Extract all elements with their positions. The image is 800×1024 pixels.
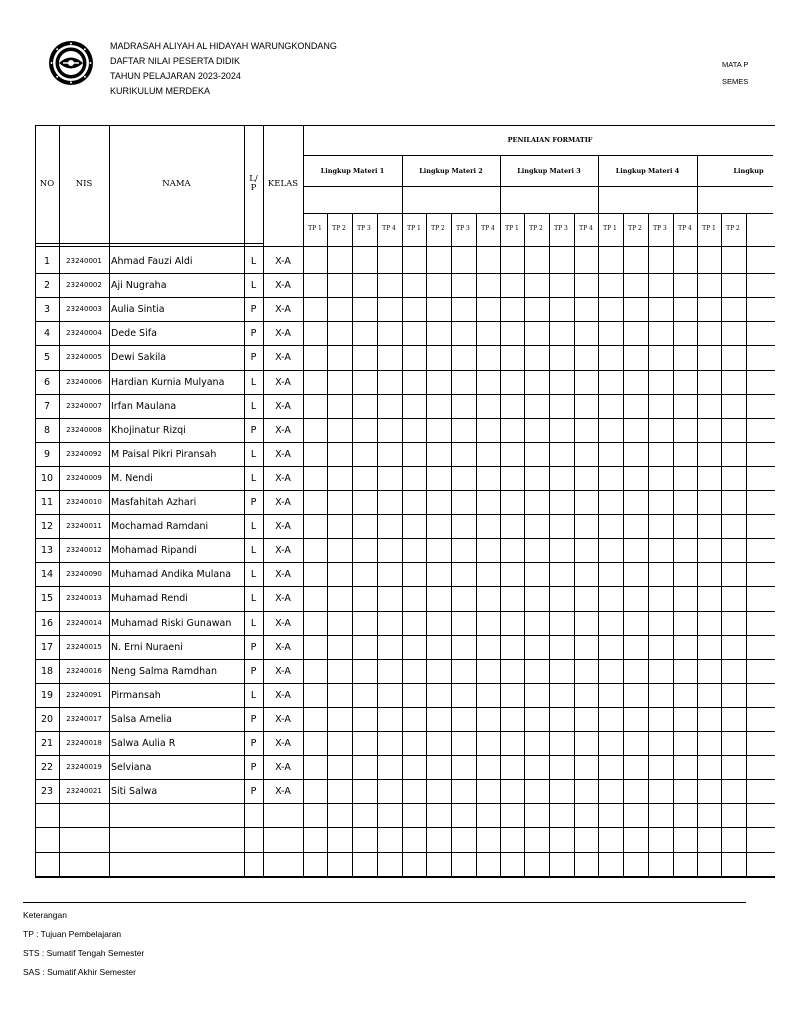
- cell-lp: P: [250, 424, 257, 436]
- cell-lp: P: [250, 665, 257, 677]
- cell-nis: 23240021: [66, 787, 102, 795]
- cell-nama: Muhamad Andika Mulana: [111, 568, 232, 580]
- cell-nis: 23240006: [66, 378, 102, 386]
- cell-nis: 23240016: [66, 667, 102, 675]
- cell-no: 6: [43, 376, 51, 388]
- cell-lp: L: [250, 568, 257, 580]
- cell-nis: 23240010: [66, 498, 102, 506]
- col-header-no: NO: [39, 179, 55, 189]
- tp-header: TP 3: [554, 224, 568, 232]
- cell-no: 11: [40, 496, 54, 508]
- cell-lp: L: [250, 279, 257, 291]
- cell-kelas: X-A: [275, 279, 291, 291]
- school-name: MADRASAH ALIYAH AL HIDAYAH WARUNGKONDANG: [110, 41, 337, 51]
- group-header: Lingkup Materi 2: [419, 166, 483, 175]
- cell-lp: L: [250, 689, 257, 701]
- cell-nama: Khojinatur Rizqi: [111, 424, 186, 436]
- cell-nis: 23240090: [66, 570, 102, 578]
- cell-kelas: X-A: [275, 544, 291, 556]
- cell-no: 3: [43, 303, 51, 315]
- cell-lp: L: [250, 617, 257, 629]
- cell-nis: 23240005: [66, 353, 102, 361]
- tp-header: TP 3: [456, 224, 470, 232]
- cell-kelas: X-A: [275, 520, 291, 532]
- lp-bottom: P: [250, 183, 257, 193]
- legend: [23, 906, 144, 982]
- legend-sas: SAS : Sumatif Akhir Semester: [23, 967, 136, 977]
- tp-header: TP 1: [407, 224, 421, 232]
- tp-header: TP 2: [628, 224, 642, 232]
- cell-nis: 23240011: [66, 522, 102, 530]
- cell-lp: L: [250, 592, 257, 604]
- cell-no: 1: [43, 255, 51, 267]
- grid-hline: [35, 246, 775, 247]
- group-header: Lingkup: [733, 166, 764, 175]
- grid-vline: [574, 213, 575, 877]
- tp-header: TP 2: [332, 224, 346, 232]
- grid-hline: [303, 186, 773, 187]
- grid-vline: [697, 213, 698, 877]
- col-header-kelas: KELAS: [267, 179, 299, 189]
- cell-kelas: X-A: [275, 568, 291, 580]
- cell-nama: Aji Nugraha: [111, 279, 167, 291]
- cell-nama: Irfan Maulana: [111, 400, 177, 412]
- grid-vline: [623, 213, 624, 877]
- cell-no: 4: [43, 327, 51, 339]
- cell-no: 18: [40, 665, 54, 677]
- tp-header: TP 4: [678, 224, 692, 232]
- cell-nis: 23240003: [66, 305, 102, 313]
- cell-lp: P: [250, 761, 257, 773]
- cell-lp: P: [250, 641, 257, 653]
- cell-no: 14: [40, 568, 54, 580]
- grid-vline: [598, 213, 599, 877]
- cell-nama: M Paisal Pikri Piransah: [111, 448, 217, 460]
- grid-hline: [35, 877, 775, 878]
- grid-vline: [673, 213, 674, 877]
- cell-lp: L: [250, 376, 257, 388]
- cell-no: 22: [40, 761, 54, 773]
- cell-kelas: X-A: [275, 376, 291, 388]
- cell-nama: Mochamad Ramdani: [111, 520, 209, 532]
- group-header: Lingkup Materi 1: [320, 166, 385, 175]
- tp-header: TP 3: [357, 224, 371, 232]
- cell-nama: N. Erni Nuraeni: [111, 641, 183, 653]
- cell-kelas: X-A: [275, 327, 291, 339]
- cell-nis: 23240091: [66, 691, 102, 699]
- legend-title: Keterangan: [23, 910, 67, 920]
- footer-divider: [23, 902, 746, 903]
- cell-lp: L: [250, 400, 257, 412]
- cell-no: 13: [40, 544, 54, 556]
- cell-kelas: X-A: [275, 424, 291, 436]
- cell-nama: Dede Sifa: [111, 327, 157, 339]
- cell-nama: Masfahitah Azhari: [111, 496, 197, 508]
- cell-nis: 23240007: [66, 402, 102, 410]
- cell-lp: P: [250, 303, 257, 315]
- cell-kelas: X-A: [275, 303, 291, 315]
- cell-nis: 23240015: [66, 643, 102, 651]
- formatif-header: PENILAIAN FORMATIF: [507, 136, 593, 144]
- grid-hline: [35, 827, 775, 828]
- cell-nama: Selviana: [111, 761, 152, 773]
- tp-header: TP 4: [382, 224, 396, 232]
- cell-nama: Dewi Sakila: [111, 351, 167, 363]
- cell-kelas: X-A: [275, 665, 291, 677]
- group-header: Lingkup Materi 3: [517, 166, 581, 175]
- cell-kelas: X-A: [275, 737, 291, 749]
- grid-hline: [35, 852, 775, 853]
- subject-label: MATA P: [722, 60, 749, 69]
- cell-kelas: X-A: [275, 785, 291, 797]
- grid-vline: [426, 213, 427, 877]
- cell-nis: 23240008: [66, 426, 102, 434]
- cell-no: 9: [43, 448, 51, 460]
- cell-lp: P: [250, 351, 257, 363]
- grid-hline: [35, 125, 775, 126]
- grid-vline: [476, 213, 477, 877]
- cell-no: 21: [40, 737, 54, 749]
- cell-nis: 23240001: [66, 257, 102, 265]
- cell-kelas: X-A: [275, 496, 291, 508]
- cell-no: 19: [40, 689, 54, 701]
- cell-nis: 23240019: [66, 763, 102, 771]
- document-title: DAFTAR NILAI PESERTA DIDIK: [110, 56, 241, 66]
- grid-vline: [648, 213, 649, 877]
- cell-no: 12: [40, 520, 54, 532]
- tp-header: TP 2: [529, 224, 543, 232]
- legend-tp: TP : Tujuan Pembelajaran: [23, 929, 122, 939]
- cell-lp: L: [250, 472, 257, 484]
- cell-lp: P: [250, 713, 257, 725]
- semester-label: SEMES: [722, 77, 749, 86]
- cell-kelas: X-A: [275, 713, 291, 725]
- grid-vline: [377, 213, 378, 877]
- cell-kelas: X-A: [275, 689, 291, 701]
- cell-kelas: X-A: [275, 617, 291, 629]
- cell-nama: Mohamad Ripandi: [111, 544, 197, 556]
- cell-nama: Muhamad Rendi: [111, 592, 188, 604]
- cell-no: 5: [43, 351, 51, 363]
- grid-hline: [35, 243, 263, 244]
- tp-header: TP 4: [481, 224, 495, 232]
- cell-lp: P: [250, 737, 257, 749]
- cell-no: 20: [40, 713, 54, 725]
- grid-vline: [352, 213, 353, 877]
- cell-no: 7: [43, 400, 51, 412]
- grid-vline: [451, 213, 452, 877]
- cell-nis: 23240012: [66, 546, 102, 554]
- tp-header: TP 1: [308, 224, 322, 232]
- grid-vline: [746, 213, 747, 877]
- tp-header: TP 3: [653, 224, 667, 232]
- tp-header: TP 1: [505, 224, 519, 232]
- cell-kelas: X-A: [275, 400, 291, 412]
- academic-year: TAHUN PELAJARAN 2023-2024: [110, 71, 241, 81]
- cell-no: 8: [43, 424, 51, 436]
- cell-nama: Ahmad Fauzi Aldi: [111, 255, 193, 267]
- cell-nis: 23240092: [66, 450, 102, 458]
- cell-nis: 23240014: [66, 619, 102, 627]
- cell-kelas: X-A: [275, 641, 291, 653]
- cell-no: 10: [40, 472, 54, 484]
- cell-lp: L: [250, 520, 257, 532]
- cell-kelas: X-A: [275, 448, 291, 460]
- grid-vline: [402, 213, 403, 877]
- tp-header: TP 1: [702, 224, 716, 232]
- tp-header: TP 2: [726, 224, 740, 232]
- cell-nama: Hardian Kurnia Mulyana: [111, 376, 225, 388]
- cell-lp: P: [250, 496, 257, 508]
- cell-nama: Salsa Amelia: [111, 713, 172, 725]
- grid-vline: [500, 213, 501, 877]
- cell-nis: 23240004: [66, 329, 102, 337]
- cell-nis: 23240013: [66, 594, 102, 602]
- cell-nama: Muhamad Riski Gunawan: [111, 617, 232, 629]
- cell-nis: 23240009: [66, 474, 102, 482]
- grid-vline: [327, 213, 328, 877]
- cell-lp: P: [250, 327, 257, 339]
- cell-nama: Salwa Aulia R: [111, 737, 176, 749]
- col-header-nis: NIS: [75, 179, 93, 189]
- cell-lp: L: [250, 448, 257, 460]
- cell-no: 15: [40, 592, 54, 604]
- cell-kelas: X-A: [275, 761, 291, 773]
- cell-nis: 23240002: [66, 281, 102, 289]
- tp-header: TP 1: [603, 224, 617, 232]
- cell-nis: 23240017: [66, 715, 102, 723]
- cell-kelas: X-A: [275, 472, 291, 484]
- legend-sts: STS : Sumatif Tengah Semester: [23, 948, 145, 958]
- cell-no: 17: [40, 641, 54, 653]
- cell-nama: Aulia Sintia: [111, 303, 165, 315]
- cell-lp: L: [250, 544, 257, 556]
- col-header-nama: NAMA: [162, 179, 191, 189]
- col-header-lp: [244, 125, 263, 243]
- lp-top: L/: [249, 174, 258, 184]
- cell-no: 23: [40, 785, 54, 797]
- tp-header: TP 2: [431, 224, 445, 232]
- cell-nama: M. Nendi: [111, 472, 153, 484]
- cell-nama: Neng Salma Ramdhan: [111, 665, 217, 677]
- grid-vline: [549, 213, 550, 877]
- cell-kelas: X-A: [275, 592, 291, 604]
- grid-hline: [35, 803, 775, 804]
- cell-kelas: X-A: [275, 255, 291, 267]
- curriculum: KURIKULUM MERDEKA: [110, 86, 211, 96]
- grid-vline: [721, 213, 722, 877]
- cell-nama: Siti Salwa: [111, 785, 158, 797]
- tp-header: TP 4: [579, 224, 593, 232]
- cell-lp: L: [250, 255, 257, 267]
- cell-nis: 23240018: [66, 739, 102, 747]
- group-header: Lingkup Materi 4: [615, 166, 680, 175]
- cell-no: 16: [40, 617, 54, 629]
- grid-vline: [524, 213, 525, 877]
- cell-kelas: X-A: [275, 351, 291, 363]
- cell-nama: Pirmansah: [111, 689, 161, 701]
- cell-no: 2: [43, 279, 51, 291]
- cell-lp: P: [250, 785, 257, 797]
